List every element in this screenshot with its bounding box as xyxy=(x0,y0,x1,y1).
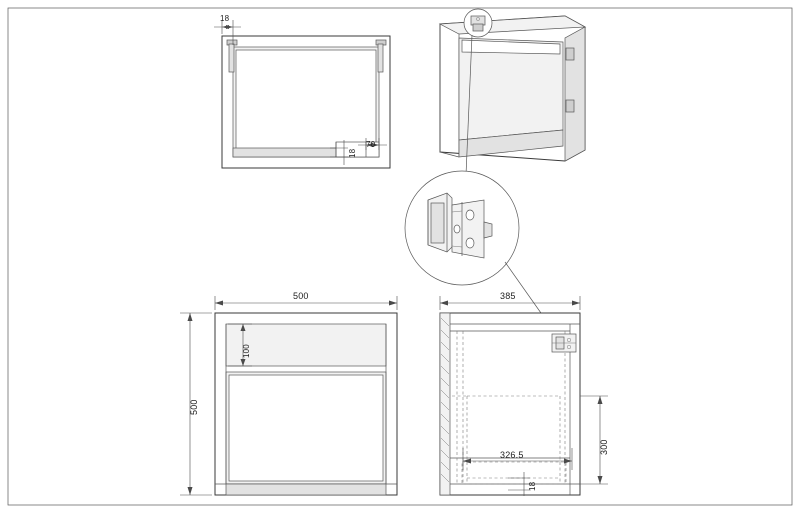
sheet-border xyxy=(8,8,792,505)
dim-top-depth-70: 70 xyxy=(366,140,376,149)
isometric-view-geometry xyxy=(440,9,585,175)
dim-side-inner-height-300: 300 xyxy=(599,439,609,455)
dim-side-depth-385: 385 xyxy=(500,291,516,301)
front-view-geometry xyxy=(180,296,397,495)
dim-front-width-500: 500 xyxy=(293,291,309,301)
dim-front-drawer-100: 100 xyxy=(242,344,251,358)
top-view-geometry xyxy=(214,20,390,168)
dim-front-height-500: 500 xyxy=(189,399,199,415)
side-section-view-geometry xyxy=(440,296,608,496)
dim-top-inner-18: 18 xyxy=(348,148,357,158)
dim-side-inner-depth-326-5: 326.5 xyxy=(500,450,524,460)
dim-top-thickness-18: 18 xyxy=(220,14,230,23)
dim-side-base-18: 18 xyxy=(528,481,537,491)
